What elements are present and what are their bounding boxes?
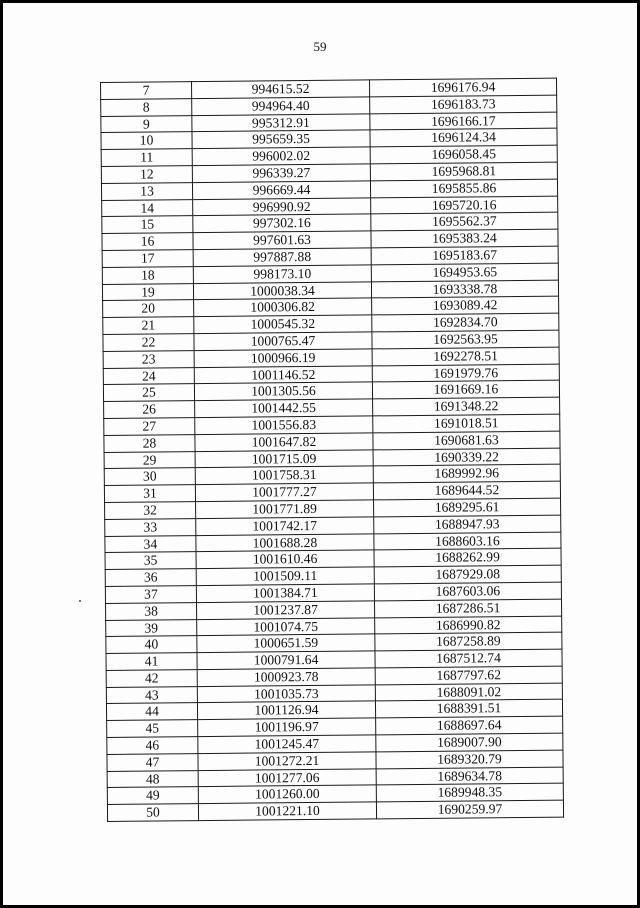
x-coordinate-cell: 1001610.46 bbox=[196, 550, 374, 569]
point-number-cell: 8 bbox=[101, 98, 192, 116]
x-coordinate-cell: 995312.91 bbox=[192, 114, 370, 133]
y-coordinate-cell: 1696058.45 bbox=[370, 145, 557, 164]
y-coordinate-cell: 1692563.95 bbox=[372, 330, 559, 349]
point-number-cell: 14 bbox=[102, 199, 193, 217]
y-coordinate-cell: 1687603.06 bbox=[374, 582, 561, 601]
x-coordinate-cell: 996669.44 bbox=[192, 181, 370, 200]
x-coordinate-cell: 998173.10 bbox=[193, 265, 371, 284]
y-coordinate-cell: 1687258.89 bbox=[375, 632, 562, 651]
point-number-cell: 42 bbox=[106, 669, 197, 687]
point-number-cell: 39 bbox=[106, 619, 197, 637]
point-number-cell: 41 bbox=[106, 653, 197, 671]
x-coordinate-cell: 1001074.75 bbox=[197, 617, 375, 636]
y-coordinate-cell: 1690681.63 bbox=[373, 431, 560, 450]
point-number-cell: 17 bbox=[102, 250, 193, 268]
point-number-cell: 26 bbox=[104, 401, 195, 419]
x-coordinate-cell: 1001742.17 bbox=[196, 517, 374, 536]
y-coordinate-cell: 1693338.78 bbox=[371, 280, 558, 299]
y-coordinate-cell: 1695720.16 bbox=[371, 196, 558, 215]
y-coordinate-cell: 1687797.62 bbox=[375, 666, 562, 685]
point-number-cell: 37 bbox=[105, 586, 196, 604]
y-coordinate-cell: 1691669.16 bbox=[372, 380, 559, 399]
point-number-cell: 9 bbox=[101, 115, 192, 133]
point-number-cell: 21 bbox=[103, 317, 194, 335]
point-number-cell: 13 bbox=[101, 182, 192, 200]
page-number: 59 bbox=[313, 39, 327, 54]
y-coordinate-cell: 1688697.64 bbox=[376, 716, 563, 735]
y-coordinate-cell: 1695968.81 bbox=[370, 162, 557, 181]
x-coordinate-cell: 1001146.52 bbox=[194, 365, 372, 384]
x-coordinate-cell: 1001221.10 bbox=[198, 802, 376, 821]
point-number-cell: 36 bbox=[105, 569, 196, 587]
y-coordinate-cell: 1688262.99 bbox=[374, 548, 561, 567]
y-coordinate-cell: 1696124.34 bbox=[370, 129, 557, 148]
x-coordinate-cell: 1001272.21 bbox=[198, 752, 376, 771]
y-coordinate-cell: 1690339.22 bbox=[373, 448, 560, 467]
point-number-cell: 12 bbox=[101, 166, 192, 184]
x-coordinate-cell: 1000306.82 bbox=[194, 298, 372, 317]
y-coordinate-cell: 1689295.61 bbox=[374, 498, 561, 517]
x-coordinate-cell: 1001758.31 bbox=[195, 466, 373, 485]
x-coordinate-cell: 1001688.28 bbox=[196, 533, 374, 552]
x-coordinate-cell: 1001196.97 bbox=[198, 718, 376, 737]
y-coordinate-cell: 1691018.51 bbox=[373, 414, 560, 433]
coordinates-table-body bbox=[101, 78, 564, 821]
x-coordinate-cell: 1001277.06 bbox=[198, 769, 376, 788]
x-coordinate-cell: 997302.16 bbox=[193, 214, 371, 233]
x-coordinate-cell: 1000923.78 bbox=[197, 668, 375, 687]
y-coordinate-cell: 1695383.24 bbox=[371, 229, 558, 248]
point-number-cell: 31 bbox=[104, 485, 195, 503]
point-number-cell: 32 bbox=[105, 502, 196, 520]
x-coordinate-cell: 994964.40 bbox=[192, 97, 370, 116]
x-coordinate-cell: 996339.27 bbox=[192, 164, 370, 183]
x-coordinate-cell: 997887.88 bbox=[193, 248, 371, 267]
point-number-cell: 24 bbox=[103, 367, 194, 385]
y-coordinate-cell: 1689992.96 bbox=[373, 464, 560, 483]
x-coordinate-cell: 1001126.94 bbox=[197, 701, 375, 720]
point-number-cell: 10 bbox=[101, 132, 192, 150]
y-coordinate-cell: 1696166.17 bbox=[370, 112, 557, 131]
scanned-page bbox=[3, 3, 637, 905]
point-number-cell: 38 bbox=[106, 602, 197, 620]
point-number-cell: 40 bbox=[106, 636, 197, 654]
x-coordinate-cell: 996990.92 bbox=[193, 197, 371, 216]
point-number-cell: 44 bbox=[106, 703, 197, 721]
x-coordinate-cell: 1001245.47 bbox=[198, 735, 376, 754]
x-coordinate-cell: 1000651.59 bbox=[197, 634, 375, 653]
point-number-cell: 27 bbox=[104, 418, 195, 436]
y-coordinate-cell: 1687929.08 bbox=[374, 565, 561, 584]
point-number-cell: 47 bbox=[107, 753, 198, 771]
y-coordinate-cell: 1687286.51 bbox=[374, 599, 561, 618]
x-coordinate-cell: 1001715.09 bbox=[195, 449, 373, 468]
x-coordinate-cell: 1000038.34 bbox=[193, 281, 371, 300]
scan-speck bbox=[79, 600, 81, 602]
y-coordinate-cell: 1688091.02 bbox=[375, 683, 562, 702]
y-coordinate-cell: 1688391.51 bbox=[375, 700, 562, 719]
point-number-cell: 28 bbox=[104, 434, 195, 452]
y-coordinate-cell: 1686990.82 bbox=[375, 616, 562, 635]
y-coordinate-cell: 1696183.73 bbox=[370, 95, 557, 114]
point-number-cell: 23 bbox=[103, 350, 194, 368]
coordinates-table bbox=[100, 78, 564, 822]
point-number-cell: 34 bbox=[105, 535, 196, 553]
x-coordinate-cell: 1001556.83 bbox=[195, 416, 373, 435]
x-coordinate-cell: 1001237.87 bbox=[196, 601, 374, 620]
x-coordinate-cell: 1001260.00 bbox=[198, 785, 376, 804]
x-coordinate-cell: 997601.63 bbox=[193, 231, 371, 250]
y-coordinate-cell: 1691979.76 bbox=[372, 364, 559, 383]
y-coordinate-cell: 1693089.42 bbox=[372, 296, 559, 315]
point-number-cell: 49 bbox=[107, 787, 198, 805]
x-coordinate-cell: 995659.35 bbox=[192, 130, 370, 149]
y-coordinate-cell: 1689644.52 bbox=[373, 481, 560, 500]
x-coordinate-cell: 1000765.47 bbox=[194, 332, 372, 351]
point-number-cell: 46 bbox=[107, 737, 198, 755]
y-coordinate-cell: 1696176.94 bbox=[369, 78, 556, 97]
point-number-cell: 22 bbox=[103, 334, 194, 352]
table-row bbox=[107, 800, 563, 821]
point-number-cell: 43 bbox=[106, 686, 197, 704]
point-number-cell: 29 bbox=[104, 451, 195, 469]
x-coordinate-cell: 1001305.56 bbox=[194, 382, 372, 401]
x-coordinate-cell: 1001384.71 bbox=[196, 584, 374, 603]
x-coordinate-cell: 1000545.32 bbox=[194, 315, 372, 334]
point-number-cell: 15 bbox=[102, 216, 193, 234]
point-number-cell: 7 bbox=[101, 82, 192, 100]
point-number-cell: 19 bbox=[102, 283, 193, 301]
point-number-cell: 50 bbox=[107, 804, 198, 822]
point-number-cell: 16 bbox=[102, 233, 193, 251]
y-coordinate-cell: 1689948.35 bbox=[376, 784, 563, 803]
y-coordinate-cell: 1688947.93 bbox=[374, 515, 561, 534]
y-coordinate-cell: 1690259.97 bbox=[376, 800, 563, 819]
point-number-cell: 25 bbox=[103, 384, 194, 402]
y-coordinate-cell: 1694953.65 bbox=[371, 263, 558, 282]
x-coordinate-cell: 1001509.11 bbox=[196, 567, 374, 586]
point-number-cell: 33 bbox=[105, 518, 196, 536]
y-coordinate-cell: 1689320.79 bbox=[376, 750, 563, 769]
y-coordinate-cell: 1689634.78 bbox=[376, 767, 563, 786]
y-coordinate-cell: 1692278.51 bbox=[372, 347, 559, 366]
x-coordinate-cell: 996002.02 bbox=[192, 147, 370, 166]
y-coordinate-cell: 1688603.16 bbox=[374, 532, 561, 551]
x-coordinate-cell: 1001771.89 bbox=[196, 500, 374, 519]
point-number-cell: 30 bbox=[104, 468, 195, 486]
point-number-cell: 48 bbox=[107, 770, 198, 788]
y-coordinate-cell: 1691348.22 bbox=[373, 397, 560, 416]
point-number-cell: 18 bbox=[102, 266, 193, 284]
x-coordinate-cell: 1001647.82 bbox=[195, 433, 373, 452]
y-coordinate-cell: 1695562.37 bbox=[371, 212, 558, 231]
point-number-cell: 11 bbox=[101, 149, 192, 167]
x-coordinate-cell: 994615.52 bbox=[192, 80, 370, 99]
x-coordinate-cell: 1001035.73 bbox=[197, 685, 375, 704]
point-number-cell: 35 bbox=[105, 552, 196, 570]
point-number-cell: 45 bbox=[107, 720, 198, 738]
y-coordinate-cell: 1687512.74 bbox=[375, 649, 562, 668]
point-number-cell: 20 bbox=[103, 300, 194, 318]
x-coordinate-cell: 1001777.27 bbox=[195, 483, 373, 502]
y-coordinate-cell: 1695183.67 bbox=[371, 246, 558, 265]
x-coordinate-cell: 1000791.64 bbox=[197, 651, 375, 670]
y-coordinate-cell: 1695855.86 bbox=[370, 179, 557, 198]
y-coordinate-cell: 1689007.90 bbox=[376, 733, 563, 752]
x-coordinate-cell: 1000966.19 bbox=[194, 349, 372, 368]
x-coordinate-cell: 1001442.55 bbox=[195, 399, 373, 418]
y-coordinate-cell: 1692834.70 bbox=[372, 313, 559, 332]
